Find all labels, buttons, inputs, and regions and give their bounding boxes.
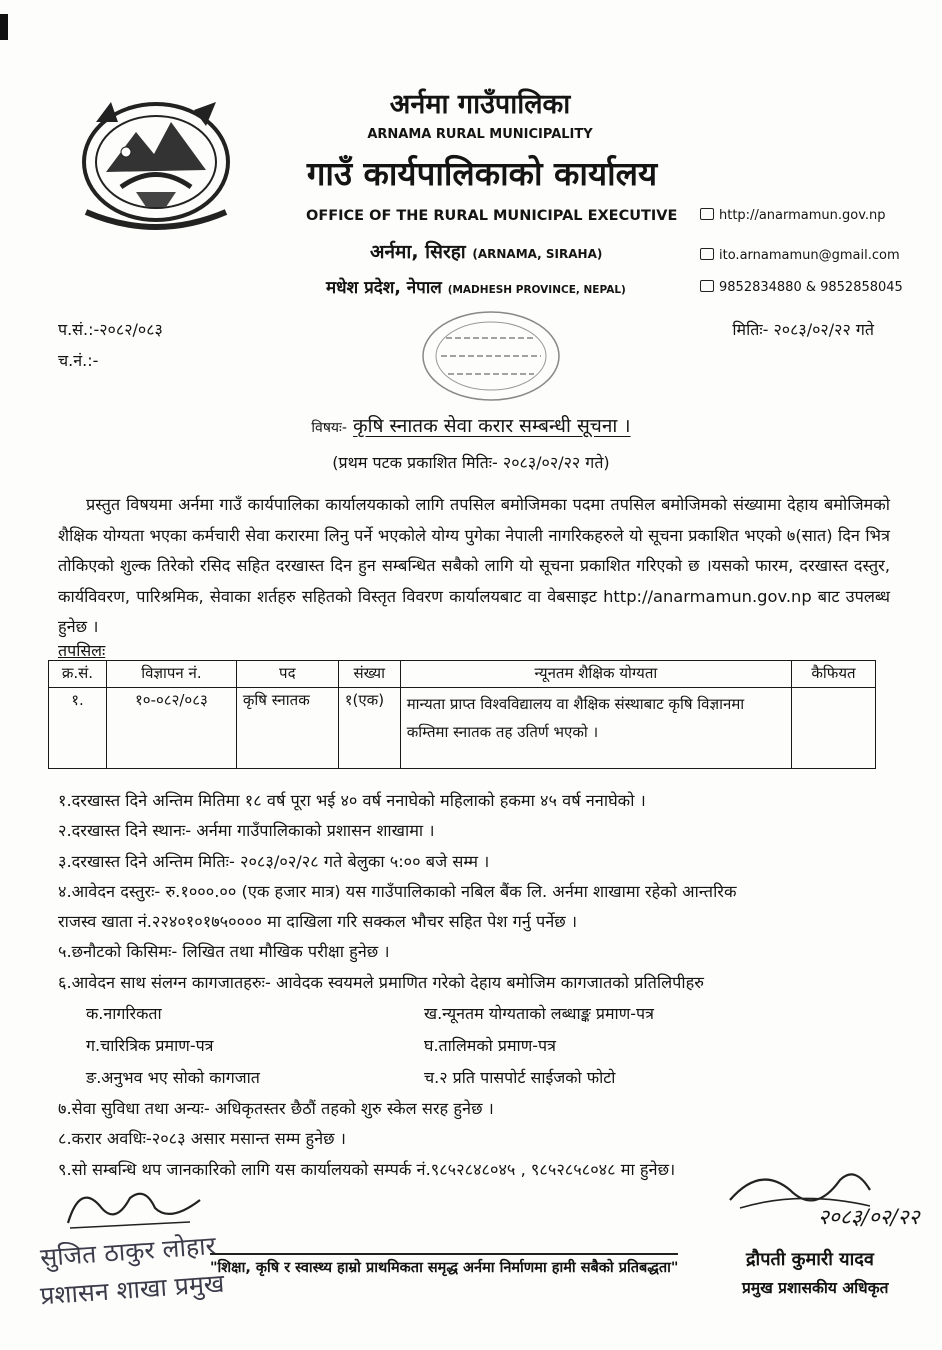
- municipality-name-nepali: अर्नमा गाउँपालिका: [389, 89, 571, 120]
- condition-contract-period: ८.करार अवधिः-२०८३ असार मसान्त सम्म हुनेछ ।: [58, 1129, 346, 1149]
- municipality-emblem-logo: [66, 92, 246, 242]
- condition-age: १.दरखास्त दिने अन्तिम मितिमा १८ वर्ष पूरा भई ४० वर्ष ननाघेको महिलाको हकमा ४५ वर्ष ननाघेको ।: [58, 791, 646, 810]
- table-header-row: [49, 661, 876, 688]
- condition-fee-account: राजस्व खाता नं.२२४०१०१७५०००० मा दाखिला गरि सक्कल भौचर सहित पेश गर्नु पर्नेछ ।: [58, 912, 578, 932]
- email-address[interactable]: ito.arnamamun@gmail.com: [719, 248, 900, 263]
- header-advert-no: विज्ञापन नं.: [106, 661, 236, 688]
- province-nepali: मधेश प्रदेश, नेपाल: [326, 278, 442, 298]
- condition-documents: ६.आवेदन साथ संलग्न कागजातहरुः- आवेदक स्वयमले प्रमाणित गरेको देहाय बमोजिम कागजातको प्रतिलिपीहरु: [58, 972, 705, 992]
- admin-stamp-title: प्रशासन शाखा प्रमुख: [39, 1268, 226, 1311]
- address-line: [370, 238, 602, 264]
- signature-date: २०८३/०२/२२: [818, 1205, 920, 1229]
- cell-count: १(एक): [338, 688, 400, 769]
- condition-selection: ५.छनौटको किसिमः- लिखित तथा मौखिक परीक्षा हुनेछ ।: [58, 942, 390, 962]
- office-round-stamp: [416, 308, 566, 408]
- cell-serial: १.: [49, 688, 107, 769]
- province-line: [326, 275, 626, 298]
- subject-line: [0, 412, 942, 438]
- vacancy-table: [48, 660, 876, 769]
- address-nepali: अर्नमा, सिरहा: [370, 241, 466, 263]
- municipality-name-english: ARNAMA RURAL MUNICIPALITY: [367, 127, 593, 142]
- email-icon: [700, 248, 714, 260]
- cell-qualification: मान्यता प्राप्त विश्वविद्यालय वा शैक्षिक संस्थाबाट कृषि विज्ञानमा कम्तिमा स्नातक तह उतिर्ण भएको ।: [400, 688, 791, 769]
- conditions-list: [58, 786, 898, 1185]
- table-row: [49, 688, 876, 769]
- phone-icon: [700, 280, 714, 292]
- cell-post: कृषि स्नातक: [236, 688, 338, 769]
- condition-contact: ९.सो सम्बन्धि थप जानकारिको लागि यस कार्यालयको सम्पर्क नं.९८५२८४८०४५ , ९८५२८५८०४८ मा हुनेछ।: [58, 1159, 676, 1179]
- email-contact: [700, 248, 900, 263]
- cell-advert-no: १०-०८२/०८३: [106, 688, 236, 769]
- cao-name: द्रौपती कुमारी यादव: [746, 1249, 874, 1270]
- address-english: (ARNAMA, SIRAHA): [472, 247, 603, 261]
- header-post: पद: [236, 661, 338, 688]
- website-link[interactable]: http://anarmamun.gov.np: [719, 208, 886, 223]
- condition-place: २.दरखास्त दिने स्थानः- अर्नमा गाउँपालिकाको प्रशासन शाखामा ।: [58, 821, 435, 841]
- cao-title: प्रमुख प्रशासकीय अधिकृत: [742, 1279, 889, 1297]
- header-count: संख्या: [338, 661, 400, 688]
- letter-number: प.सं.:-२०८२/०८३: [58, 320, 163, 339]
- globe-icon: [700, 208, 714, 220]
- doc-photo: च.२ प्रति पासपोर्ट साईजको फोटो: [424, 1068, 616, 1088]
- page-edge-mark: [0, 14, 8, 40]
- documents-row-1: [58, 998, 898, 1030]
- subject-text: कृषि स्नातक सेवा करार सम्बन्धी सूचना ।: [352, 415, 631, 437]
- cell-remarks: [792, 688, 876, 769]
- condition-fee: ४.आवेदन दस्तुरः- रु.१०००.०० (एक हजार मात्र) यस गाउँपालिकाको नबिल बैंक लि. अर्नमा शाखामा रहेको आन्तरिक: [58, 881, 737, 901]
- office-name-english: OFFICE OF THE RURAL MUNICIPAL EXECUTIVE: [306, 208, 678, 224]
- website-contact: [700, 208, 886, 223]
- header-serial: क्र.सं.: [49, 661, 107, 688]
- doc-citizenship: क.नागरिकता: [86, 1004, 162, 1024]
- header-qualification: न्यूनतम शैक्षिक योग्यता: [400, 661, 791, 688]
- office-name-nepali: गाउँ कार्यपालिकाको कार्यालय: [306, 154, 658, 193]
- phone-contact: [700, 280, 903, 295]
- notice-body-paragraph: प्रस्तुत विषयमा अर्नमा गाउँ कार्यपालिका कार्यालयकाको लागि तपसिल बमोजिमका पदमा तपसिल बमोजिमको संख्यामा देहाय बमोजिमको शैक्षिक योग्यता भएका कर्मचारी सेवा करारमा लिनु पर्ने भएकोले योग्य पुगेका नेपाली नागरिकहरुले यो सूचना प्रकाशित भएको ७(सात) दिन भित्र तोकिएको शुल्क तिरेको रसिद सहित दरखास्त दिन हुन सम्बन्धित सबैको लागि यो सूचना प्रकाशित गरिएको छ ।यसको फारम, दरखास्त दस्तुर, कार्यविवरण, पारिश्रमिक, सेवाका शर्तहरु सहितको विस्तृत विवरण कार्यालयबाट वा वेबसाइट http://anarmamun.gov.np बाट उपलब्ध हुनेछ ।: [58, 495, 890, 636]
- doc-transcript: ख.न्यूनतम योग्यताको लब्धाङ्क प्रमाण-पत्र: [424, 1004, 654, 1024]
- documents-row-2: [58, 1030, 898, 1062]
- doc-training: घ.तालिमको प्रमाण-पत्र: [424, 1036, 556, 1056]
- doc-experience: ङ.अनुभव भए सोको कागजात: [86, 1068, 260, 1088]
- condition-benefits: ७.सेवा सुविधा तथा अन्यः- अधिकृतस्तर छैठौं तहको शुरु स्केल सरह हुनेछ ।: [58, 1099, 494, 1119]
- province-english: (MADHESH PROVINCE, NEPAL): [447, 284, 626, 296]
- subject-label: विषयः-: [311, 420, 347, 436]
- condition-deadline: ३.दरखास्त दिने अन्तिम मितिः- २०८३/०२/२८ गते बेलुका ५:०० बजे सम्म ।: [58, 851, 490, 871]
- phone-numbers: 9852834880 & 9852858045: [719, 280, 903, 295]
- published-date-note: (प्रथम पटक प्रकाशित मितिः- २०८३/०२/२२ गते): [332, 453, 610, 472]
- doc-character: ग.चारित्रिक प्रमाण-पत्र: [86, 1036, 214, 1056]
- header-remarks: कैफियत: [792, 661, 876, 688]
- letter-date: मितिः- २०८३/०२/२२ गते: [732, 320, 874, 339]
- admin-stamp-name: सुजित ठाकुर लोहार: [39, 1230, 217, 1273]
- dispatch-number: च.नं.:-: [58, 351, 99, 370]
- footer-slogan: "शिक्षा, कृषि र स्वास्थ्य हाम्रो प्राथमिकता समृद्ध अर्नमा निर्माणमा हामी सबैको प्रतिबद्धता": [210, 1253, 678, 1277]
- table-caption: तपसिलः: [58, 641, 106, 660]
- documents-row-3: [58, 1062, 898, 1094]
